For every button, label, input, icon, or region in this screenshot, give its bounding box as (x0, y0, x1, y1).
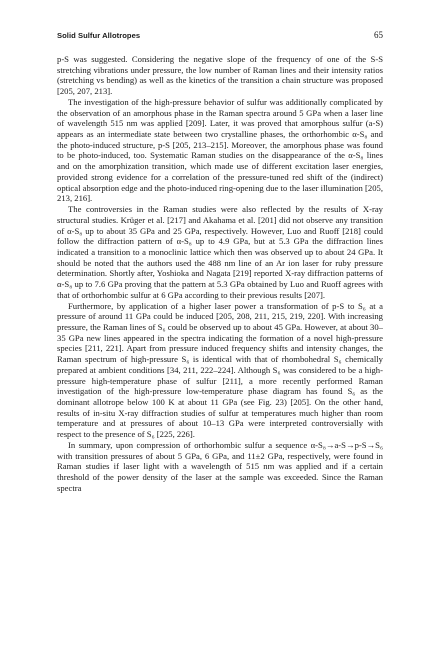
page-number: 65 (374, 30, 383, 40)
paragraph-continuation: p-S was suggested. Considering the negative slope of the frequency of one of the S-S stretching vibrations under pressure, the low number of Raman lines and their intensity ratios (stretching vs bending) as well as the kinetics of the transition a chain structure was proposed [205, 207, 213]. (57, 54, 383, 97)
paragraph-summary: In summary, upon compression of orthorhombic sulfur a sequence α-S₈→a-S→p-S→S₆ with transition pressures of about 5 GPa, 6 GPa, and 11±2 GPa, respectively, were found in Raman studies if laser light with a wavelength of 515 nm was applied and if a certain threshold of the power density of the laser at the sample was exceeded. Since the Raman spectra (57, 439, 383, 493)
body-text (57, 54, 383, 493)
section-title: Solid Sulfur Allotropes (57, 31, 141, 40)
paragraph-s6-transformation: Furthermore, by application of a higher laser power a transformation of p-S to S₆ at a pressure of around 11 GPa could be induced [205, 208, 211, 215, 219, 220]. With increasing pressure, the Raman lines of S₆ could be observed up to about 45 GPa. However, at about 30–35 GPa new lines appeared in the spectra indicating the formation of a novel high-pressure species [211, 221]. Apart from pressure induced frequency shifts and intensity changes, the Raman spectrum of high-pressure S₆ is identical with that of rhombohedral S₆ chemically prepared at ambient conditions [34, 211, 222–224]. Although S₆ was considered to be a high-pressure high-temperature phase of sulfur [211], a more recently performed Raman investigation of the high-pressure low-temperature phase diagram has found S₆ as the dominant allotrope below 100 K at about 11 GPa (see Fig. 23) [205]. On the other hand, results of in-situ X-ray diffraction studies of sulfur at temperatures much higher than room temperature and at pressures of about 10–13 GPa were interpreted controversially with respect to the presence of S₆ [225, 226]. (57, 300, 383, 440)
paragraph-amorphous-phase: The investigation of the high-pressure behavior of sulfur was additionally complicated by the observation of an amorphous phase in the Raman spectra around 5 GPa when a laser line of wavelength 515 nm was applied [209]. Later, it was proved that amorphous sulfur (a-S) appears as an intermediate state between two crystalline phases, the orthorhombic α-S₈ and the photo-induced structure, p-S [205, 213–215]. Moreover, the amorphous phase was found to be photo-induced, too. Systematic Raman studies on the disappearance of the α-S₈ lines and on the amorphization transition, which made use of different excitation laser energies, provided strong evidence for a correlation of the pressure-tuned red shift of the (indirect) optical absorption edge and the photo-induced ring-opening due to the laser illumination [205, 213, 216]. (57, 96, 383, 204)
running-header (57, 31, 383, 43)
paragraph-xray-studies: The controversies in the Raman studies were also reflected by the results of X-ray structural studies. Krüger et al. [217] and Akahama et al. [201] did not observe any transition of α-S₈ up to about 35 GPa and 25 GPa, respectively. However, Luo and Ruoff [218] could follow the diffraction pattern of α-S₈ up to 4.9 GPa, but at 5.3 GPa the diffraction lines indicated a transition to a monoclinic lattice which then was observed up to about 24 GPa. It should be noted that the authors used the 488 nm line of an Ar ion laser for ruby pressure determination. Shortly after, Yoshioka and Nagata [219] reported X-ray diffraction patterns of α-S₈ up to 7.6 GPa proving that the pattern at 5.3 GPa obtained by Luo and Ruoff agrees with that of orthorhombic sulfur at 6 GPa according to their previous results [207]. (57, 204, 383, 300)
